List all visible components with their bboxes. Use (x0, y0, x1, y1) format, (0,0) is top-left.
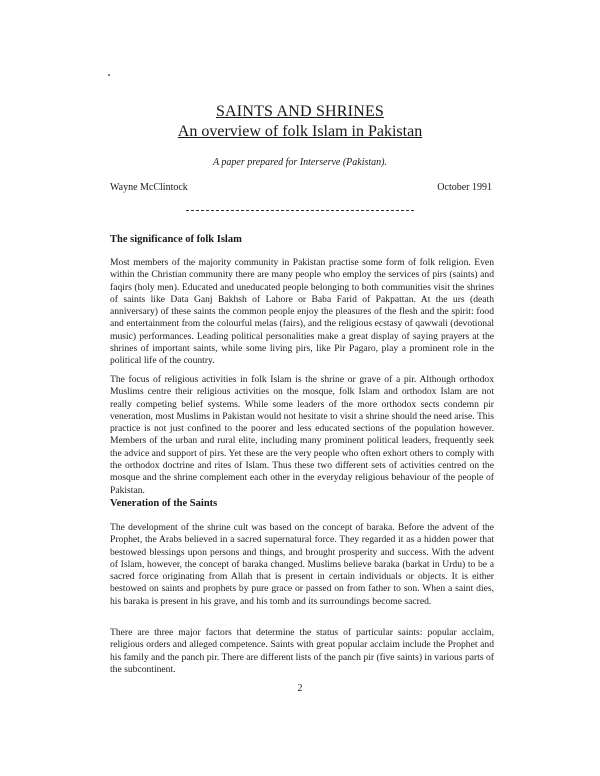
paragraph: Most members of the majority community in Pakistan practise some form of folk religion. Even within the Christian community there are many people who employ the services of pirs (saints) and faqirs (holy men). Educated and uneducated people belonging to both communities visit the shrines of saints like Data Ganj Bakhsh of Lahore or Baba Farid of Pakpattan. At the urs (death anniversary) of these saints the common people enjoy the pleasures of the flesh and the spirit: food and entertainment from the colourful melas (fairs), and the religious ecstasy of qawwali (devotional music) performances. Leading political personalities make a great display of saying prayers at the shrines of important saints, while some living pirs, like Pir Pagaro, play a prominent role in the political life of the country. (110, 257, 494, 367)
scan-speck (108, 74, 110, 76)
document-subtitle: An overview of folk Islam in Pakistan (177, 123, 423, 140)
paragraph: There are three major factors that determine the status of particular saints: popular acclaim, religious orders and alleged competence. Saints with great popular acclaim include the Prophet and his family and the panch pir. There are different lists of the panch pir (five saints) in various parts of the subcontinent. (110, 627, 494, 675)
document-title: SAINTS AND SHRINES (215, 103, 385, 120)
separator-line (186, 210, 414, 211)
paragraph: The development of the shrine cult was based on the concept of baraka. Before the advent of the Prophet, the Arabs believed in a sacred supernatural force. They regarded it as a hidden power that bestowed blessings upon persons and things, and brought prosperity and success. With the advent of Islam, however, the concept of baraka changed. Muslims believe baraka (barkat in Urdu) to be a sacred force originating from Allah that is present in certain individuals or objects. It is either bestowed on saints and prophets by pure grace or passed on from father to son. When a saint dies, his baraka is present in his grave, and his tomb and its surroundings become sacred. (110, 522, 494, 607)
section-heading: Veneration of the Saints (110, 498, 218, 509)
paragraph: The focus of religious activities in folk Islam is the shrine or grave of a pir. Although orthodox Muslims centre their religious activities on the mosque, folk Islam and orthodox Islam are not really competing belief systems. While some leaders of the more orthodox sects condemn pir veneration, most Muslims in Pakistan would not hesitate to visit a shrine should the need arise. This practice is not just confined to the poorer and less educated sections of the population however. Members of the urban and rural elite, including many prominent political leaders, frequently seek the advice and support of pirs. Yet these are the very people who often exhort others to comply with the orthodox doctrine and rites of Islam. Thus these two different sets of activities centred on the mosque and the shrine complement each other in the everyday religious behaviour of the people of Pakistan. (110, 374, 494, 496)
paper-note: A paper prepared for Interserve (Pakistan). (212, 157, 388, 168)
section-heading: The significance of folk Islam (110, 234, 242, 245)
document-date: October 1991 (437, 182, 492, 193)
author-name: Wayne McClintock (110, 182, 188, 193)
page-number: 2 (297, 683, 303, 694)
